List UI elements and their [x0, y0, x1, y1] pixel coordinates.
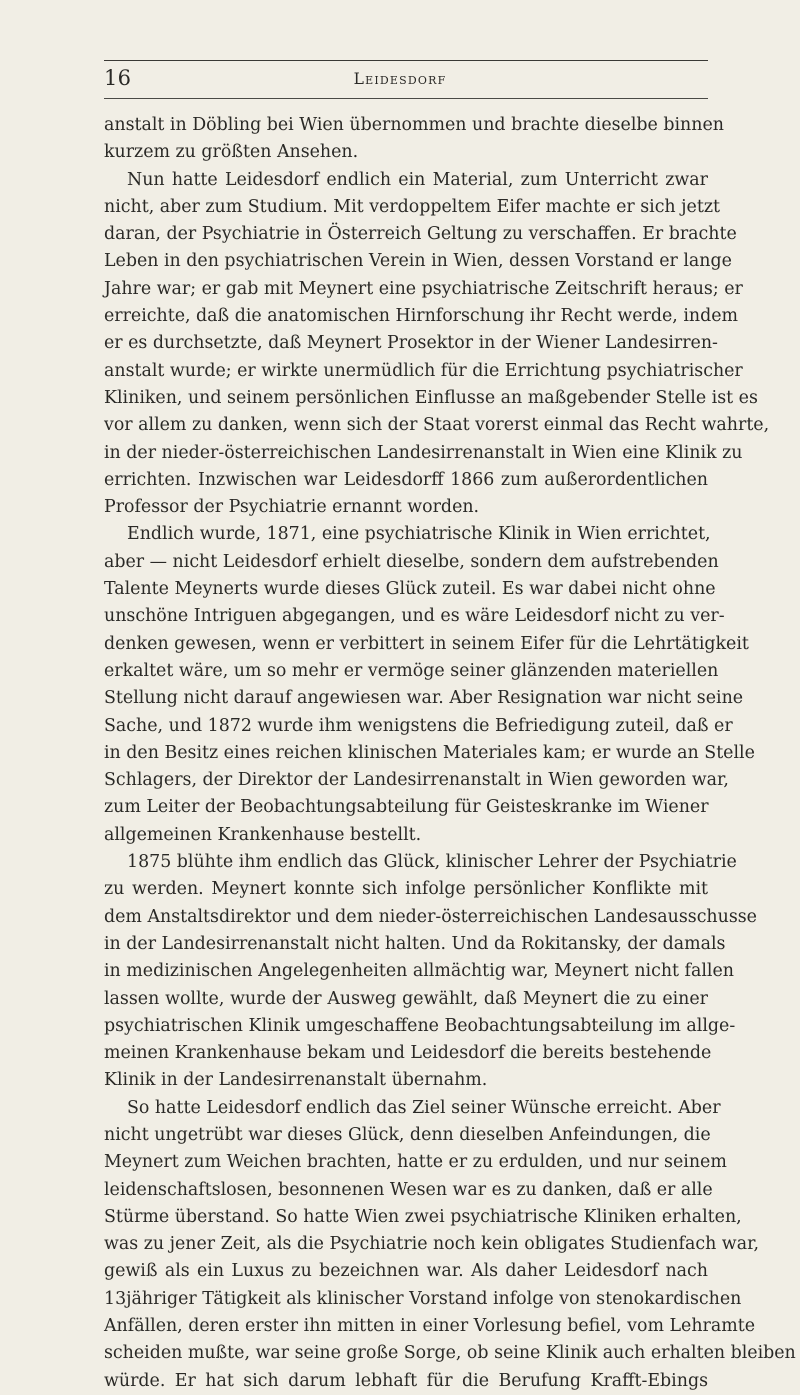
text-line: was zu jener Zeit, als die Psychiatrie noch kein obligates Studienfach war,	[104, 1234, 759, 1255]
text-line: leidenschaftslosen, besonnenen Wesen war es zu danken, daß er alle	[104, 1179, 713, 1200]
text-line: meinen Krankenhause bekam und Leidesdorf die bereits bestehende	[104, 1043, 712, 1064]
text-line: Sache, und 1872 wurde ihm wenigstens die Befriedigung zuteil, daß er	[104, 715, 733, 736]
text-line: würde. Er hat sich darum lebhaft für die Berufung Krafft-Ebings	[104, 1370, 708, 1391]
text-line: Professor der Psychiatrie ernannt worden.	[104, 497, 480, 518]
text-line: Nun hatte Leidesdorf endlich ein Material, zum Unterricht zwar	[127, 169, 708, 190]
text-line: kurzem zu größten Ansehen.	[104, 142, 359, 163]
text-line: errichten. Inzwischen war Leidesdorff 1866 zum außerordentlichen	[104, 469, 708, 490]
text-line: Anfällen, deren erster ihn mitten in einer Vorlesung befiel, vom Lehramte	[104, 1316, 755, 1337]
text-line: dem Anstaltsdirektor und dem nieder-österreichischen Landesausschusse	[104, 906, 757, 927]
text-line: Schlagers, der Direktor der Landesirrenanstalt in Wien geworden war,	[104, 770, 729, 791]
page-number: 16	[104, 66, 132, 90]
text-line: 13jähriger Tätigkeit als klinischer Vorstand infolge von stenokardischen	[104, 1288, 742, 1309]
text-line: nicht ungetrübt war dieses Glück, denn dieselben Anfeindungen, die	[104, 1124, 711, 1145]
running-head: Leidesdorf	[353, 70, 447, 88]
text-line: anstalt wurde; er wirkte unermüdlich für die Errichtung psychiatrischer	[104, 360, 743, 381]
text-line: Talente Meynerts wurde dieses Glück zuteil. Es war dabei nicht ohne	[104, 579, 716, 600]
text-line: er es durchsetzte, daß Meynert Prosektor in der Wiener Landesirren-	[104, 333, 718, 354]
header-bottom-rule	[104, 98, 708, 99]
text-line: 1875 blühte ihm endlich das Glück, klinischer Lehrer der Psychiatrie	[127, 852, 737, 873]
text-line: Jahre war; er gab mit Meynert eine psychiatrische Zeitschrift heraus; er	[104, 278, 743, 299]
text-line: in der nieder-österreichischen Landesirrenanstalt in Wien eine Klinik zu	[104, 442, 743, 463]
text-line: Kliniken, und seinem persönlichen Einflusse an maßgebender Stelle ist es	[104, 387, 758, 408]
text-line: psychiatrischen Klinik umgeschaffene Beobachtungsabteilung im allge-	[104, 1015, 736, 1036]
text-line: zu werden. Meynert konnte sich infolge persönlicher Konflikte mit	[104, 879, 708, 900]
text-line: gewiß als ein Luxus zu bezeichnen war. Als daher Leidesdorf nach	[104, 1261, 708, 1282]
text-line: in der Landesirrenanstalt nicht halten. Und da Rokitansky, der damals	[104, 933, 726, 954]
text-line: lassen wollte, wurde der Ausweg gewählt, daß Meynert die zu einer	[104, 988, 708, 1009]
text-line: nicht, aber zum Studium. Mit verdoppeltem Eifer machte er sich jetzt	[104, 196, 720, 217]
text-line: Leben in den psychiatrischen Verein in Wien, dessen Vorstand er lange	[104, 251, 732, 272]
text-line: in den Besitz eines reichen klinischen Materiales kam; er wurde an Stelle	[104, 742, 755, 763]
text-line: erkaltet wäre, um so mehr er vermöge seiner glänzenden materiellen	[104, 660, 719, 681]
text-line: Stellung nicht darauf angewiesen war. Aber Resignation war nicht seine	[104, 688, 744, 709]
text-line: denken gewesen, wenn er verbittert in seinem Eifer für die Lehrtätigkeit	[104, 633, 749, 654]
text-line: erreichte, daß die anatomischen Hirnforschung ihr Recht werde, indem	[104, 306, 739, 327]
text-line: So hatte Leidesdorf endlich das Ziel seiner Wünsche erreicht. Aber	[127, 1097, 721, 1118]
body-text	[104, 112, 796, 1395]
text-line: zum Leiter der Beobachtungsabteilung für Geisteskranke im Wiener	[104, 797, 709, 818]
header-top-rule	[104, 60, 708, 61]
text-line: scheiden mußte, war seine große Sorge, ob seine Klinik auch erhalten bleiben	[104, 1343, 796, 1364]
text-line: unschöne Intriguen abgegangen, und es wäre Leidesdorf nicht zu ver-	[104, 606, 725, 627]
text-line: Endlich wurde, 1871, eine psychiatrische Klinik in Wien errichtet,	[127, 524, 711, 545]
text-line: in medizinischen Angelegenheiten allmächtig war, Meynert nicht fallen	[104, 961, 734, 982]
text-line: vor allem zu danken, wenn sich der Staat vorerst einmal das Recht wahrte,	[104, 415, 770, 436]
text-line: daran, der Psychiatrie in Österreich Geltung zu verschaffen. Er brachte	[104, 224, 737, 245]
text-line: Klinik in der Landesirrenanstalt übernahm.	[104, 1070, 488, 1091]
text-line: Meynert zum Weichen brachten, hatte er zu erdulden, und nur seinem	[104, 1152, 727, 1173]
text-line: anstalt in Döbling bei Wien übernommen und brachte dieselbe binnen	[104, 115, 724, 135]
text-line: Stürme überstand. So hatte Wien zwei psychiatrische Kliniken erhalten,	[104, 1206, 742, 1227]
text-line: aber — nicht Leidesdorf erhielt dieselbe, sondern dem aufstrebenden	[104, 551, 719, 572]
text-line: allgemeinen Krankenhause bestellt.	[104, 824, 422, 845]
